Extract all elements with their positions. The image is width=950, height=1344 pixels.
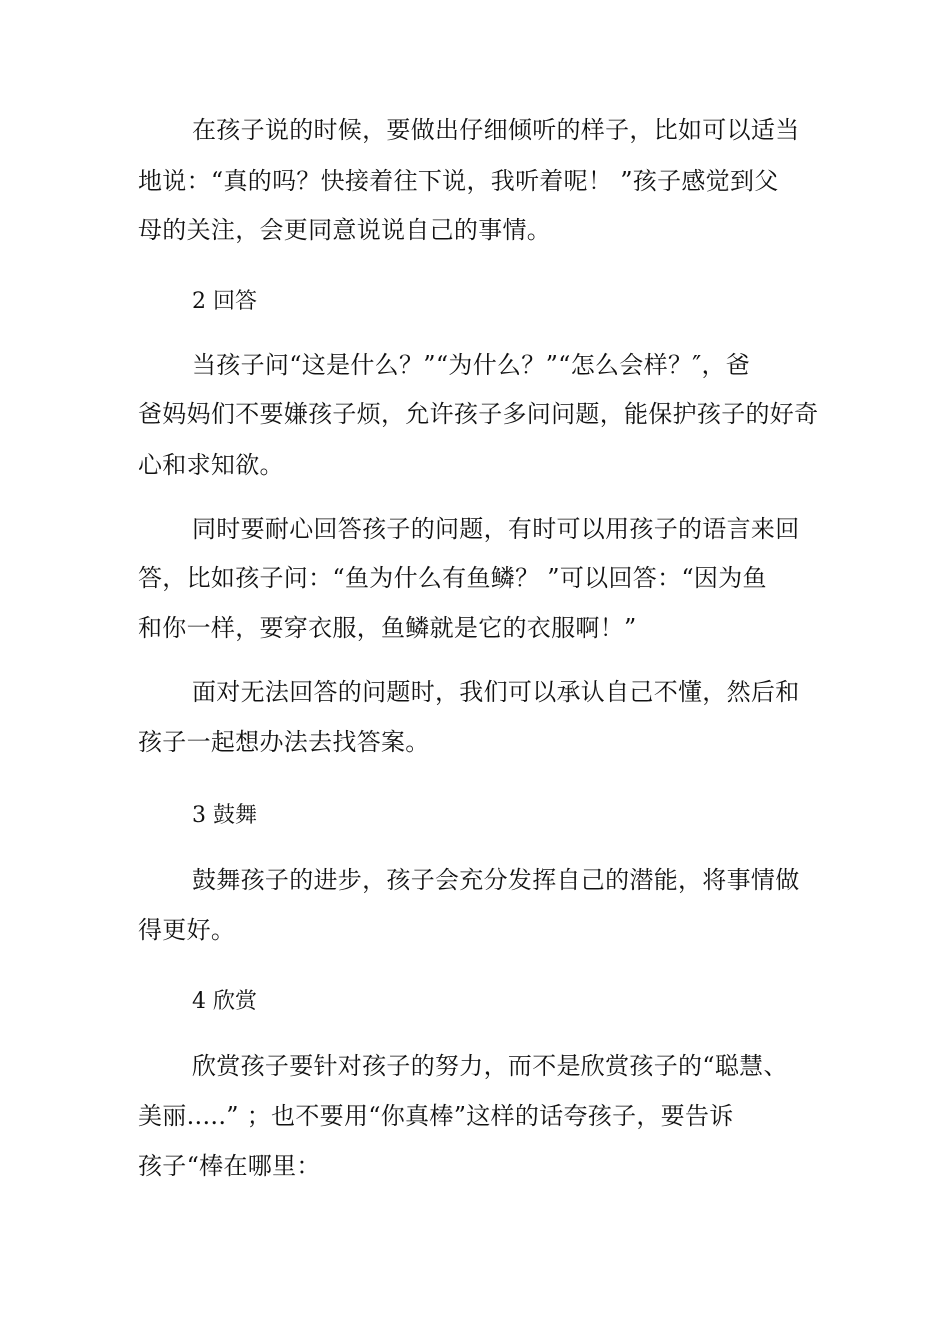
paragraph-listening-line-3: 母的关注，会更同意说说自己的事情。 — [138, 216, 552, 244]
paragraph-appreciate-line-2: 美丽.....” ；也不要用“你真棒”这样的话夸孩子，要告诉 — [138, 1102, 734, 1130]
paragraph-patience-line-3: 和你一样，要穿衣服，鱼鳞就是它的衣服啊！” — [138, 614, 637, 642]
paragraph-appreciate-line-3: 孩子“棒在哪里： — [138, 1152, 321, 1180]
paragraph-unknown-line-2: 孩子一起想办法去找答案。 — [138, 728, 430, 756]
paragraph-listening-line-1: 在孩子说的时候，要做出仔细倾听的样子，比如可以适当 — [192, 116, 800, 144]
paragraph-unknown-line-1: 面对无法回答的问题时，我们可以承认自己不懂，然后和 — [192, 678, 800, 706]
paragraph-patience-line-1: 同时要耐心回答孩子的问题，有时可以用孩子的语言来回 — [192, 515, 800, 543]
paragraph-appreciate-line-1: 欣赏孩子要针对孩子的努力，而不是欣赏孩子的“聪慧、 — [192, 1052, 788, 1080]
section-heading-answer: 2 回答 — [192, 289, 257, 314]
paragraph-encourage-line-2: 得更好。 — [138, 916, 236, 944]
paragraph-questions-line-2: 爸妈妈们不要嫌孩子烦，允许孩子多问问题，能保护孩子的好奇 — [138, 400, 819, 428]
paragraph-questions-line-1: 当孩子问“这是什么？”“为什么？”“怎么会样？″，爸 — [192, 351, 751, 379]
paragraph-encourage-line-1: 鼓舞孩子的进步，孩子会充分发挥自己的潜能，将事情做 — [192, 866, 800, 894]
paragraph-questions-line-3: 心和求知欲。 — [138, 451, 284, 479]
paragraph-listening-line-2: 地说：“真的吗？快接着往下说，我听着呢！ ”孩子感觉到父 — [138, 167, 779, 195]
paragraph-patience-line-2: 答，比如孩子问：“鱼为什么有鱼鳞？ ”可以回答：“因为鱼 — [138, 564, 767, 592]
section-heading-appreciate: 4 欣赏 — [192, 989, 257, 1014]
section-heading-encourage: 3 鼓舞 — [192, 803, 257, 828]
